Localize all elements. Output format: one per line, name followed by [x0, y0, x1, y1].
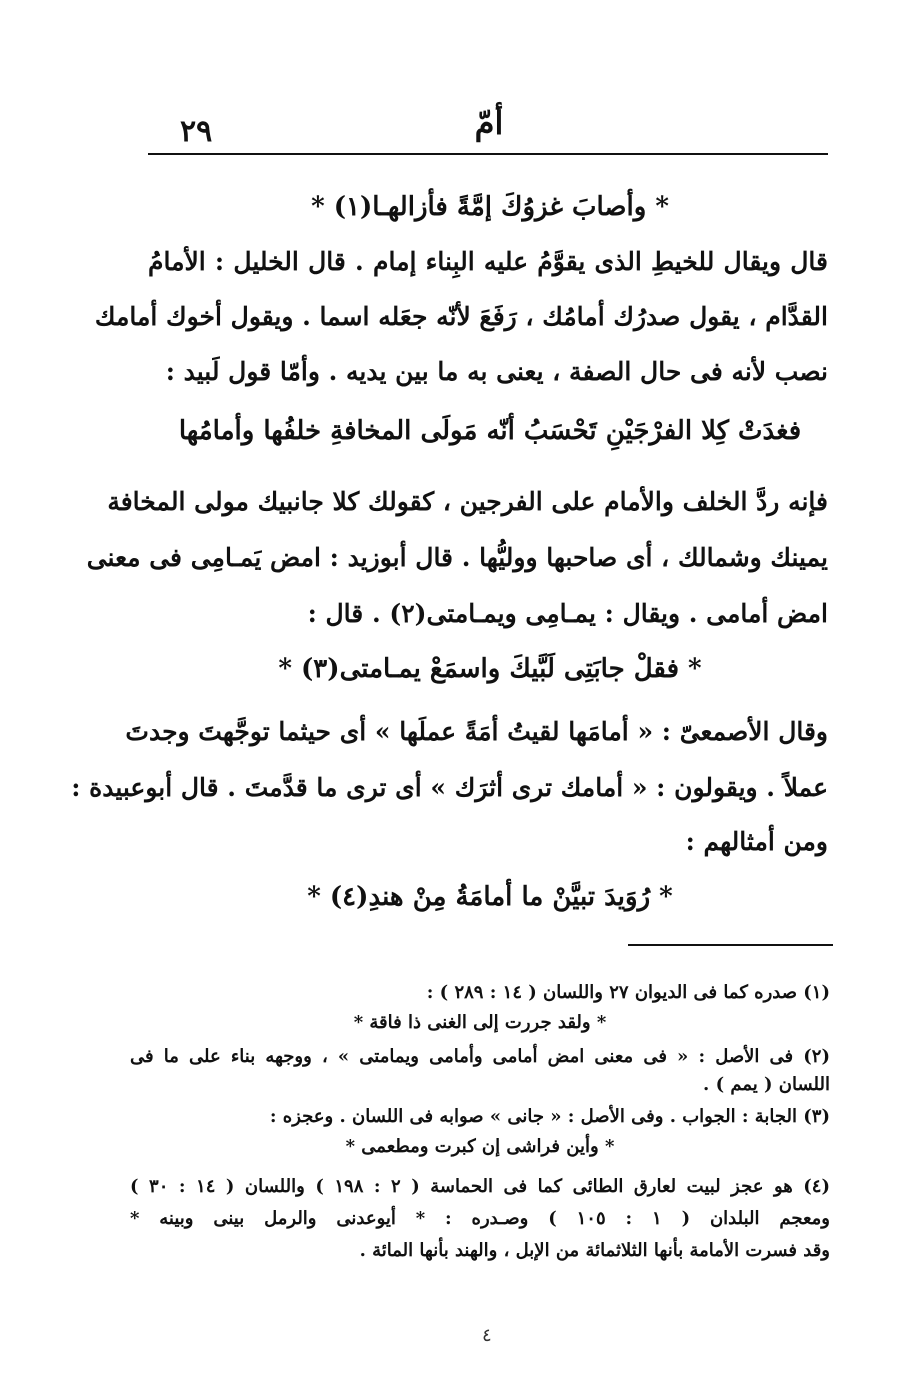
footnote-3-verse: * وأين فراشى إن كبرت ومطعمى *	[345, 1136, 615, 1157]
page-number: ٢٩	[180, 114, 213, 149]
paragraph-2-line-2: يمينك وشمالك ، أى صاحبها ووليُّها . قال أبوزيد : امض يَمـامِى فى معنى	[86, 543, 828, 572]
paragraph-2-line-3: امض أمامى . ويقال : يمـامِى ويمـامتى(٢) . قال :	[307, 599, 828, 628]
paragraph-1-line-3: نصب لأنه فى حال الصفة ، يعنى به ما بين يديه . وأمّا قول لَبيد :	[165, 357, 828, 386]
verse-3: * فقلْ جابَتِى لَبَّيكَ واسمَعْ يمـامتى(٣) *	[278, 654, 702, 684]
running-head: أمّ	[474, 104, 504, 142]
footnote-3-line-1: (٣) الجابة : الجواب . وفى الأصل : « جانى » صوابه فى اللسان . وعجزه :	[269, 1106, 830, 1127]
footnote-rule	[628, 944, 833, 946]
footnote-2-line-2: اللسان ( يمم ) .	[703, 1074, 830, 1095]
footnote-1-verse: * ولقد جررت إلى الغنى ذا فاقة *	[353, 1012, 607, 1033]
paragraph-3-line-2: عملاً . ويقولون : « أمامك ترى أثرَك » أى ترى ما قدَّمتَ . قال أبوعبيدة :	[71, 773, 828, 802]
bottom-mark: ٤	[482, 1325, 492, 1346]
paragraph-1-line-1: قال ويقال للخيطِ الذى يقوَّمُ عليه البِناء إمام . قال الخليل : الأمامُ	[148, 247, 828, 276]
footnote-1: (١) صدره كما فى الديوان ٢٧ واللسان ( ١٤ : ٢٨٩ ) :	[426, 982, 830, 1003]
verse-2: فغدَتْ كِلا الفرْجَيْنِ تَحْسَبُ أنّه مَولَى المخافةِ خلفُها وأمامُها	[178, 416, 802, 446]
paragraph-3-line-3: ومن أمثالهم :	[685, 827, 828, 856]
footnote-4-line-2: ومعجم البلدان ( ١ : ١٠٥ ) وصـدره : * أيوعدنى والرمل بينى وبينه *	[130, 1208, 830, 1229]
footnote-4-line-1: (٤) هو عجز لبيت لعارق الطائى كما فى الحماسة ( ٢ : ١٩٨ ) واللسان ( ١٤ : ٣٠ )	[130, 1176, 830, 1197]
paragraph-2-line-1: فإنه ردَّ الخلف والأمام على الفرجين ، كقولك كلا جانبيك مولى المخافة	[107, 487, 828, 516]
verse-1: * وأصابَ غزوُكَ إمَّةً فأزالهـا(١) *	[311, 192, 669, 222]
paragraph-1-line-2: القدَّام ، يقول صدرُك أمامُك ، رَفَعَ لأنّه جعَله اسما . ويقول أخوك أمامك	[94, 302, 828, 331]
page-header	[150, 100, 828, 152]
header-rule	[148, 153, 828, 155]
paragraph-3-line-1: وقال الأصمعىّ : « أمامَها لقيتُ أمَةً عملَها » أى حيثما توجَّهتَ وجدتَ	[125, 717, 828, 746]
footnote-2-line-1: (٢) فى الأصل : « فى معنى امض أمامى وأمامى ويمامتى » ، ووجهه بناء على ما فى	[130, 1046, 830, 1067]
verse-4: * رُوَيدَ تبيَّنْ ما أمامَةُ مِنْ هندِ(٤) *	[307, 882, 673, 912]
footnote-4-line-3: وقد فسرت الأمامة بأنها الثلاثمائة من الإبل ، والهند بأنها المائة .	[359, 1240, 830, 1261]
